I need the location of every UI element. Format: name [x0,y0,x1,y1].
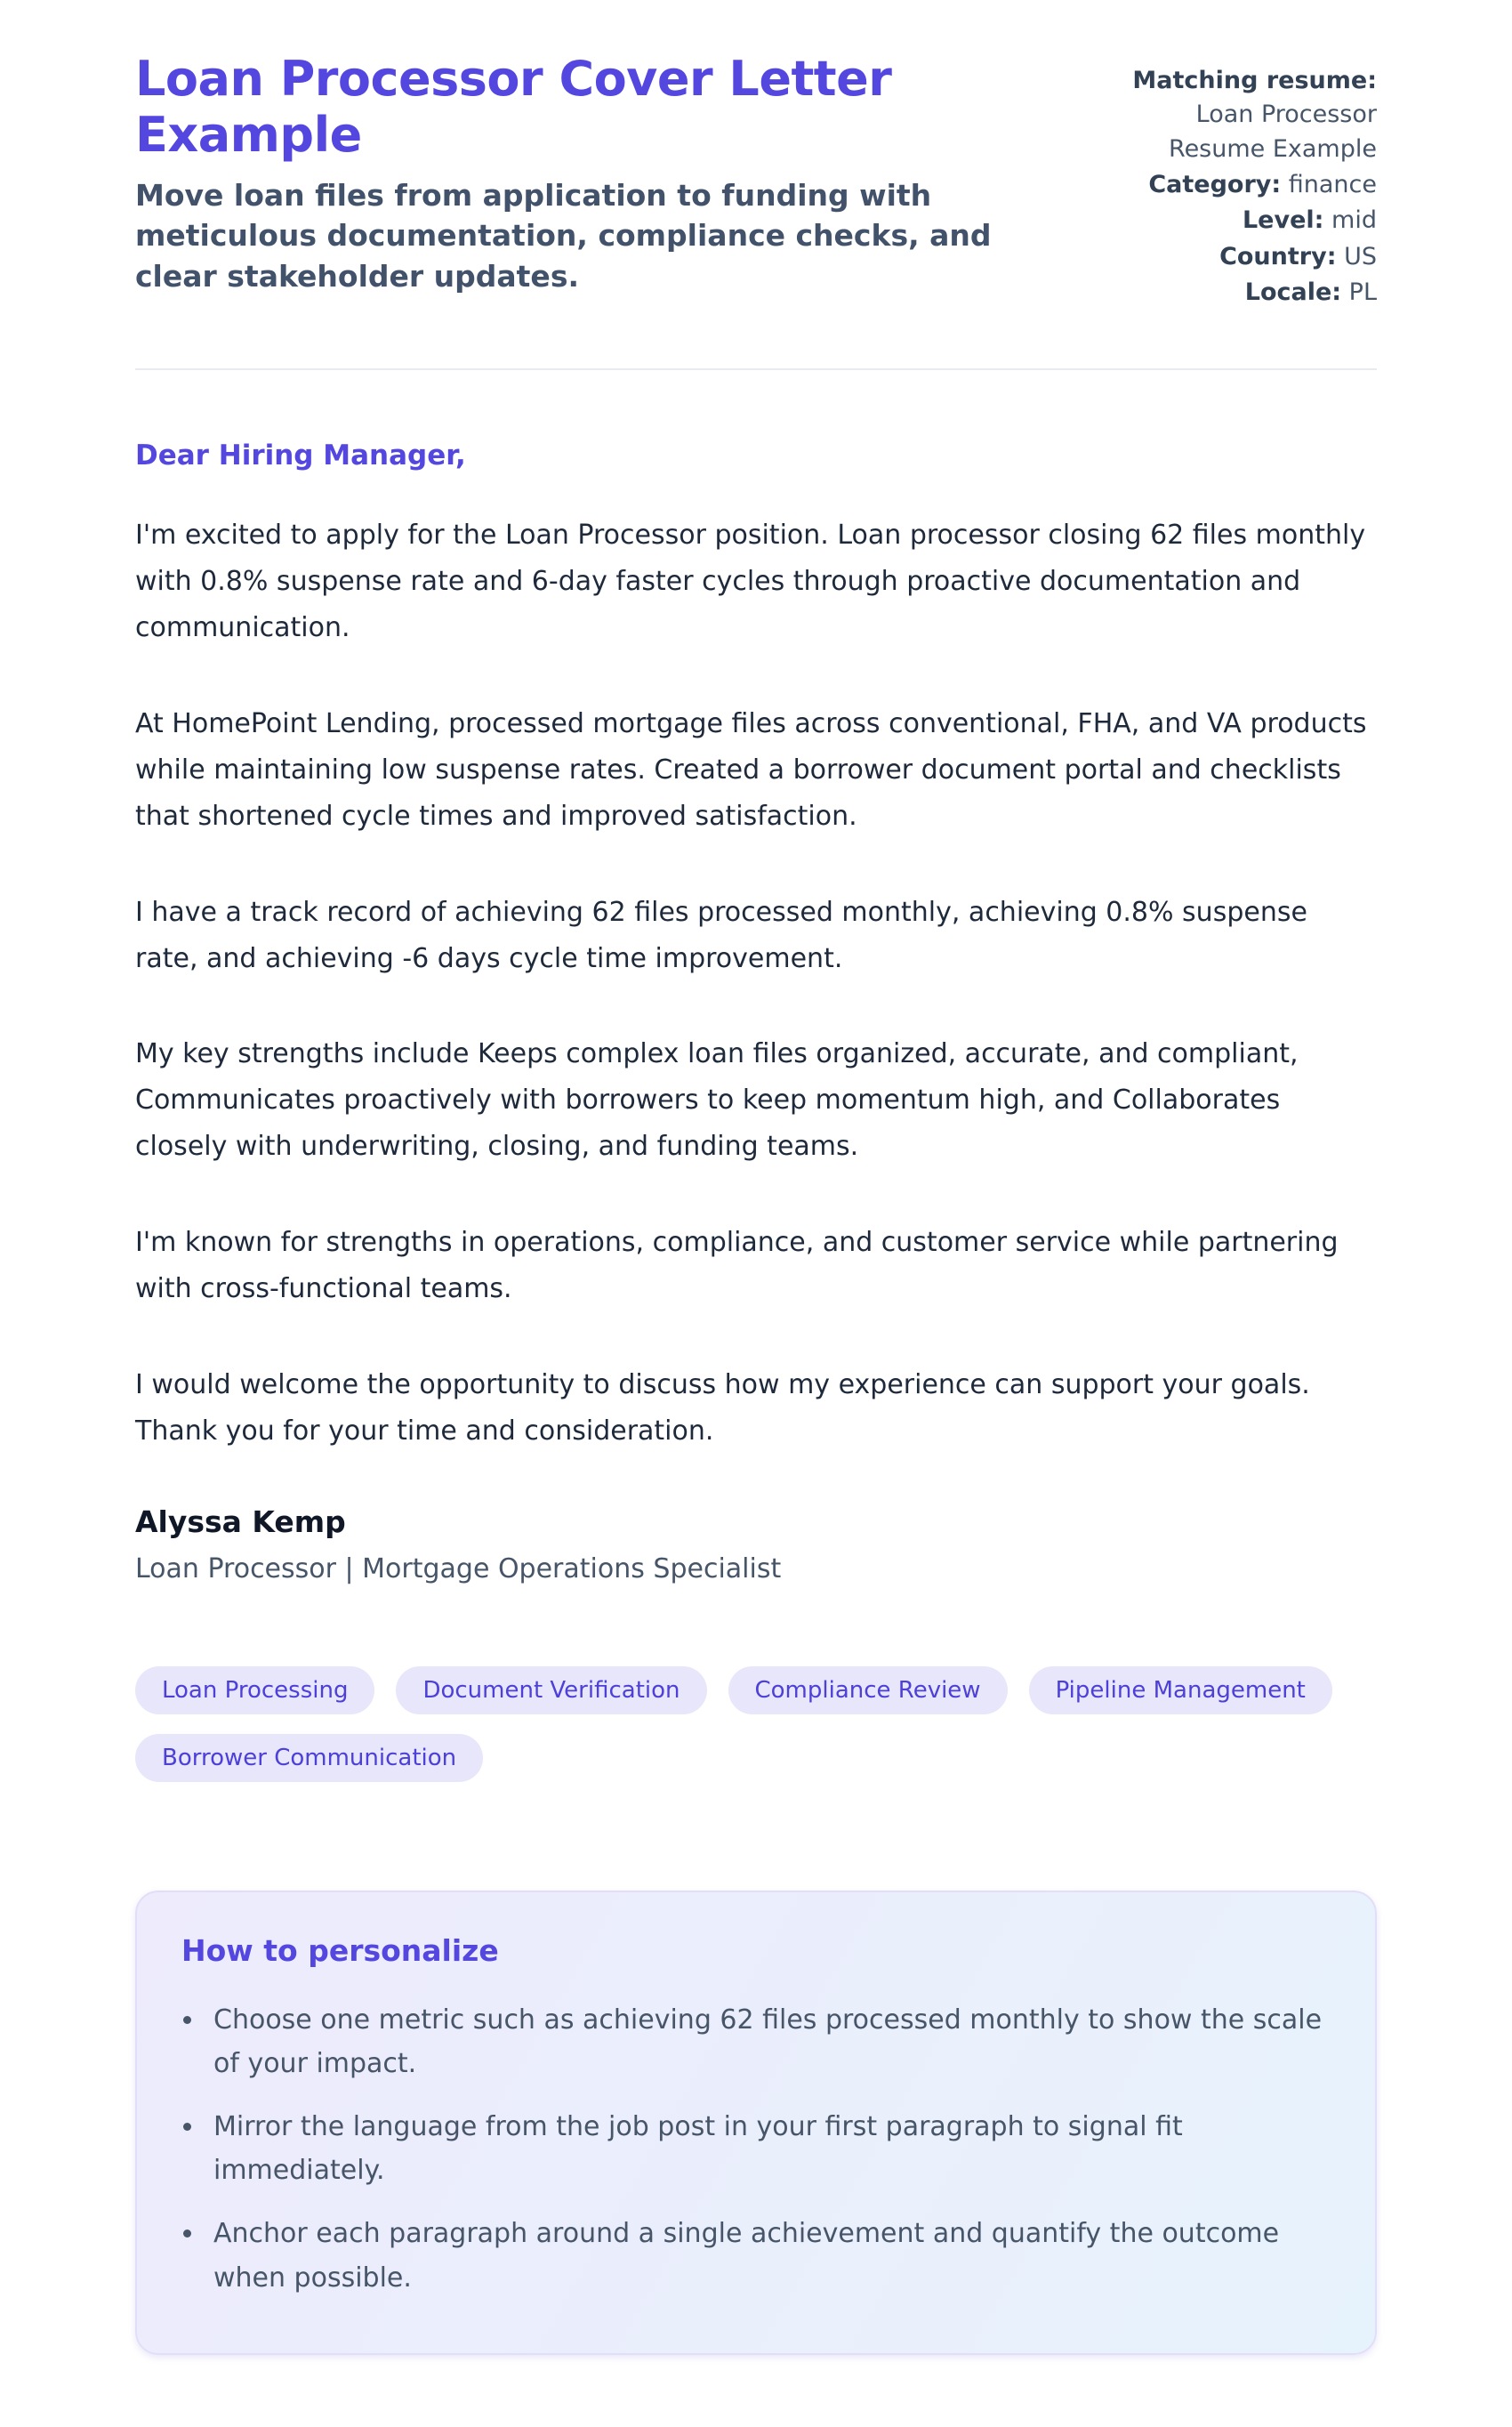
meta-category-value: finance [1288,170,1377,198]
meta-matching-resume [1099,64,1377,166]
skill-tag-compliance-review: Compliance Review [728,1666,1008,1714]
cover-letter-body [135,370,1377,2354]
meta-locale-value: PL [1348,278,1377,306]
signature-block [135,1504,1377,1584]
meta-level-row [1099,204,1377,238]
page-subtitle: Move loan files from application to funding with meticulous documentation, compliance checks, and clear stakeholder updates. [135,178,992,294]
letter-paragraph-4: My key strengths include Keeps complex loan files organized, accurate, and compliant, Communicates proactively with borrowers to keep momentum high, and Collaborates closely with underwriting, closing, and funding teams. [135,1038,1299,1163]
meta-level-label: Level: [1242,206,1324,235]
meta-country-value: US [1344,242,1377,270]
meta-country-row [1099,240,1377,274]
meta-country-label: Country: [1219,242,1337,270]
meta-locale-label: Locale: [1244,278,1342,306]
personalize-tip-2: Mirror the language from the job post in your first paragraph to signal fit immediately. [181,2105,1331,2192]
letter-paragraph-3: I have a track record of achieving 62 files processed monthly, achieving 0.8% suspense rate, and achieving -6 days cycle time improvement. [135,896,1307,974]
skill-tag-list [135,1666,1377,1782]
personalize-tip-3: Anchor each paragraph around a single achievement and quantify the outcome when possible. [181,2212,1331,2299]
meta-matching-resume-value: Loan Processor Resume Example [1169,101,1377,163]
meta-matching-resume-label: Matching resume: [1132,67,1377,94]
signature-role: Loan Processor | Mortgage Operations Specialist [135,1552,782,1584]
skill-tag-loan-processing: Loan Processing [135,1666,374,1714]
page-header [135,52,1377,370]
letter-paragraph-6: I would welcome the opportunity to discuss how my experience can support your goals. Thank you for your time and consideration. [135,1368,1310,1447]
personalize-heading: How to personalize [181,1932,499,1968]
meta-category-label: Category: [1148,170,1282,198]
page-title: Loan Processor Cover Letter Example [135,51,892,163]
meta-locale-row [1099,276,1377,310]
personalize-tip-list [181,1998,1331,2300]
skill-tag-document-verification: Document Verification [396,1666,706,1714]
resume-meta-panel [1099,52,1377,311]
letter-paragraph-2: At HomePoint Lending, processed mortgage files across conventional, FHA, and VA products while maintaining low suspense rates. Created a borrower document portal and checklists that shortened cycle times and improved satisfaction. [135,707,1367,832]
skill-tag-pipeline-management: Pipeline Management [1029,1666,1332,1714]
letter-paragraph-5: I'm known for strengths in operations, compliance, and customer service while partnering with cross-functional teams. [135,1227,1339,1304]
header-title-block [135,52,1046,311]
letter-paragraph-1: I'm excited to apply for the Loan Processor position. Loan processor closing 62 files monthly with 0.8% suspense rate and 6-day faster cycles through proactive documentation and communication. [135,520,1366,644]
meta-category-row [1099,168,1377,202]
personalize-tip-1: Choose one metric such as achieving 62 files processed monthly to show the scale of your impact. [181,1998,1331,2085]
personalize-callout [135,1891,1377,2355]
letter-greeting: Dear Hiring Manager, [135,439,466,472]
signature-name: Alyssa Kemp [135,1504,346,1539]
skill-tag-borrower-communication: Borrower Communication [135,1734,483,1782]
meta-level-value: mid [1331,206,1377,235]
